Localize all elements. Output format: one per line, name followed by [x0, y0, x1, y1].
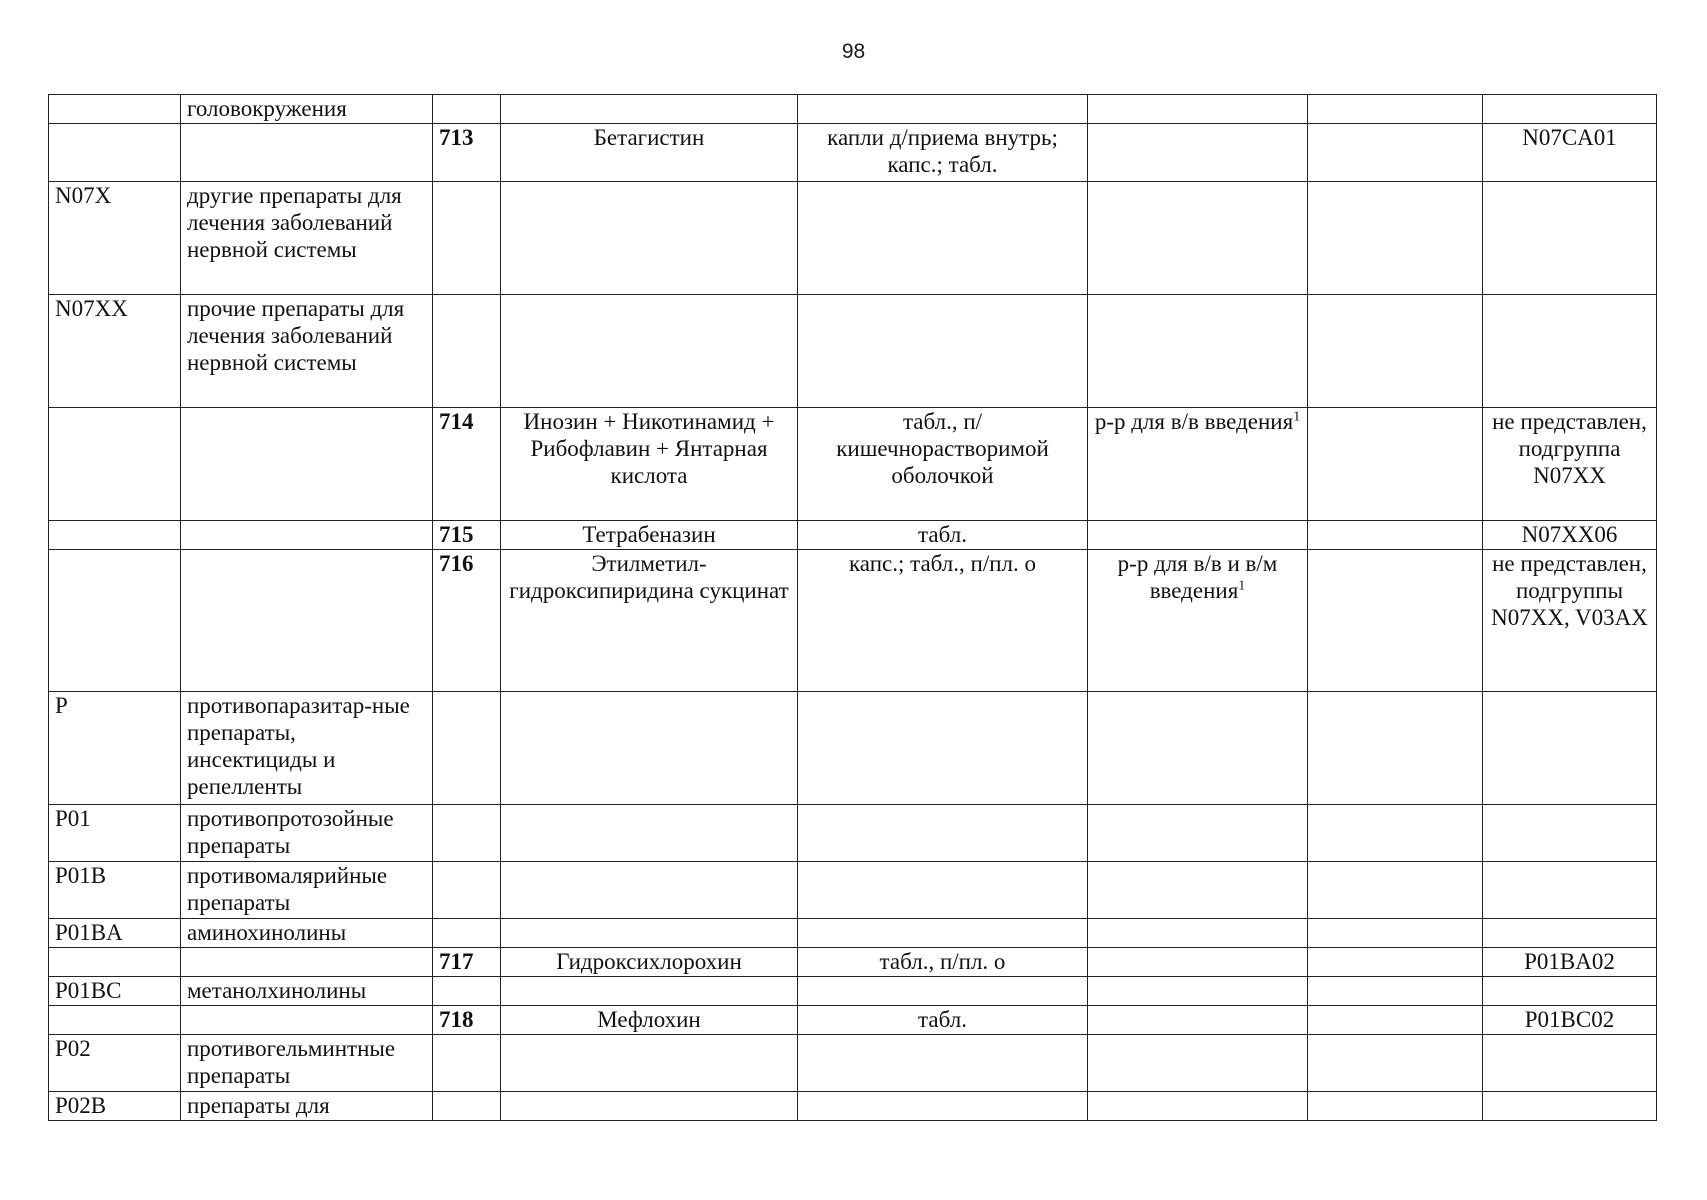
atc-code-cell	[1483, 977, 1657, 1006]
atc-group-code-cell	[49, 182, 181, 295]
table-row	[49, 1092, 1657, 1121]
group-name: противомалярийные препараты	[187, 863, 388, 915]
group-name: препараты для	[187, 1093, 330, 1118]
item-number-cell	[433, 521, 501, 550]
group-name-cell	[181, 95, 433, 124]
atc-group-code-cell	[49, 805, 181, 862]
note-cell	[1308, 1035, 1483, 1092]
footnote-marker: 1	[1238, 578, 1246, 594]
item-number-cell	[433, 95, 501, 124]
table-row	[49, 977, 1657, 1006]
group-name-cell	[181, 550, 433, 692]
item-number-cell	[433, 1092, 501, 1121]
note-cell	[1308, 295, 1483, 408]
atc-group-code-cell	[49, 692, 181, 805]
note-cell	[1308, 124, 1483, 182]
note-cell	[1308, 862, 1483, 919]
item-number: 716	[439, 551, 474, 576]
dosage-form-cell	[798, 692, 1088, 805]
dosage-form: капс.; табл., п/пл. о	[848, 551, 1037, 576]
drug-name-cell	[501, 521, 798, 550]
drug-name-cell	[501, 124, 798, 182]
table-row	[49, 95, 1657, 124]
atc-group-code: P01	[55, 806, 91, 831]
dosage-form-cell	[798, 408, 1088, 521]
injection-form-cell	[1088, 919, 1308, 948]
dosage-form-cell	[798, 919, 1088, 948]
drug-name-cell	[501, 948, 798, 977]
atc-code-cell	[1483, 408, 1657, 521]
atc-group-code: N07X	[55, 183, 112, 208]
atc-code-cell	[1483, 805, 1657, 862]
item-number-cell	[433, 692, 501, 805]
table-row	[49, 1006, 1657, 1035]
injection-form-cell	[1088, 521, 1308, 550]
atc-code-cell	[1483, 948, 1657, 977]
atc-group-code-cell	[49, 1092, 181, 1121]
dosage-form-cell	[798, 95, 1088, 124]
note-cell	[1308, 805, 1483, 862]
atc-code-cell	[1483, 692, 1657, 805]
item-number-cell	[433, 948, 501, 977]
atc-group-code-cell	[49, 550, 181, 692]
atc-group-code-cell	[49, 521, 181, 550]
atc-group-code-cell	[49, 1006, 181, 1035]
drug-name-cell	[501, 1035, 798, 1092]
drug-name: Этилметил-гидроксипиридина сукцинат	[509, 551, 789, 603]
drug-name: Тетрабеназин	[582, 522, 716, 547]
atc-code: N07CA01	[1522, 125, 1617, 150]
drug-table	[48, 94, 1657, 1121]
item-number-cell	[433, 977, 501, 1006]
atc-group-code-cell	[49, 948, 181, 977]
drug-name-cell	[501, 295, 798, 408]
group-name: противогельминтные препараты	[187, 1036, 396, 1088]
drug-name: Инозин + Никотинамид + Рибофлавин + Янтарная кислота	[523, 409, 775, 488]
item-number-cell	[433, 550, 501, 692]
injection-form: р-р для в/в и в/м введения	[1117, 551, 1278, 603]
item-number-cell	[433, 182, 501, 295]
atc-code-cell	[1483, 919, 1657, 948]
note-cell	[1308, 182, 1483, 295]
drug-name-cell	[501, 692, 798, 805]
note-cell	[1308, 977, 1483, 1006]
table-row	[49, 692, 1657, 805]
group-name-cell	[181, 124, 433, 182]
group-name-cell	[181, 692, 433, 805]
drug-name: Бетагистин	[593, 125, 705, 150]
atc-code-cell	[1483, 182, 1657, 295]
note-cell	[1308, 95, 1483, 124]
injection-form-cell	[1088, 182, 1308, 295]
atc-code-cell	[1483, 862, 1657, 919]
atc-code-cell	[1483, 1092, 1657, 1121]
group-name-cell	[181, 862, 433, 919]
item-number-cell	[433, 862, 501, 919]
item-number-cell	[433, 408, 501, 521]
group-name: другие препараты для лечения заболеваний нервной системы	[187, 183, 402, 262]
group-name-cell	[181, 919, 433, 948]
drug-name-cell	[501, 550, 798, 692]
table-row	[49, 862, 1657, 919]
footnote-marker: 1	[1293, 409, 1301, 425]
atc-code-cell	[1483, 124, 1657, 182]
injection-form-cell	[1088, 408, 1308, 521]
injection-form-cell	[1088, 1006, 1308, 1035]
table-row	[49, 948, 1657, 977]
note-cell	[1308, 521, 1483, 550]
item-number: 717	[439, 949, 474, 974]
item-number: 713	[439, 125, 474, 150]
dosage-form-cell	[798, 948, 1088, 977]
atc-group-code: P01BA	[55, 920, 123, 945]
drug-name: Мефлохин	[597, 1007, 701, 1032]
atc-code-cell	[1483, 95, 1657, 124]
atc-group-code: P01B	[55, 863, 107, 888]
dosage-form-cell	[798, 805, 1088, 862]
drug-name-cell	[501, 977, 798, 1006]
group-name: метанолхинолины	[187, 978, 367, 1003]
note-cell	[1308, 550, 1483, 692]
drug-name-cell	[501, 862, 798, 919]
atc-code-cell	[1483, 550, 1657, 692]
dosage-form: табл., п/пл. о	[879, 949, 1006, 974]
atc-code-cell	[1483, 521, 1657, 550]
dosage-form-cell	[798, 295, 1088, 408]
atc-code: не представлен, подгруппы N07XX, V03AX	[1491, 551, 1648, 630]
atc-group-code-cell	[49, 1035, 181, 1092]
injection-form-cell	[1088, 550, 1308, 692]
dosage-form: капли д/приема внутрь; капс.; табл.	[827, 125, 1058, 177]
page-number: 98	[841, 40, 866, 63]
table-row	[49, 805, 1657, 862]
dosage-form-cell	[798, 521, 1088, 550]
note-cell	[1308, 1092, 1483, 1121]
dosage-form-cell	[798, 977, 1088, 1006]
group-name-cell	[181, 408, 433, 521]
note-cell	[1308, 692, 1483, 805]
item-number: 714	[439, 409, 474, 434]
drug-name: Гидроксихлорохин	[556, 949, 742, 974]
table-row	[49, 295, 1657, 408]
injection-form-cell	[1088, 295, 1308, 408]
group-name-cell	[181, 1006, 433, 1035]
atc-code-cell	[1483, 1035, 1657, 1092]
group-name-cell	[181, 1035, 433, 1092]
table-row	[49, 919, 1657, 948]
atc-code: N07XX06	[1521, 522, 1618, 547]
atc-group-code: N07XX	[55, 296, 128, 321]
drug-name-cell	[501, 95, 798, 124]
table-row	[49, 521, 1657, 550]
table-row	[49, 1035, 1657, 1092]
injection-form-cell	[1088, 1092, 1308, 1121]
table-row	[49, 408, 1657, 521]
note-cell	[1308, 919, 1483, 948]
dosage-form-cell	[798, 182, 1088, 295]
atc-group-code-cell	[49, 919, 181, 948]
atc-code-cell	[1483, 295, 1657, 408]
group-name-cell	[181, 948, 433, 977]
atc-group-code-cell	[49, 295, 181, 408]
dosage-form: табл.	[918, 1007, 967, 1032]
dosage-form-cell	[798, 1035, 1088, 1092]
item-number: 715	[439, 522, 474, 547]
group-name: противопротозойные препараты	[187, 806, 394, 858]
injection-form-cell	[1088, 805, 1308, 862]
injection-form-cell	[1088, 1035, 1308, 1092]
drug-name-cell	[501, 182, 798, 295]
item-number-cell	[433, 124, 501, 182]
injection-form: р-р для в/в введения	[1094, 409, 1294, 434]
injection-form-cell	[1088, 948, 1308, 977]
dosage-form: табл.	[918, 522, 967, 547]
atc-code-cell	[1483, 1006, 1657, 1035]
group-name: головокружения	[187, 96, 347, 121]
table-row	[49, 550, 1657, 692]
note-cell	[1308, 1006, 1483, 1035]
group-name-cell	[181, 295, 433, 408]
injection-form-cell	[1088, 124, 1308, 182]
injection-form-cell	[1088, 692, 1308, 805]
dosage-form-cell	[798, 1006, 1088, 1035]
atc-group-code: P02	[55, 1036, 91, 1061]
dosage-form: табл., п/кишечнорастворимой оболочкой	[836, 409, 1049, 488]
note-cell	[1308, 408, 1483, 521]
item-number-cell	[433, 1006, 501, 1035]
item-number-cell	[433, 919, 501, 948]
item-number-cell	[433, 295, 501, 408]
drug-name-cell	[501, 805, 798, 862]
group-name: противопаразитар-ные препараты, инсектициды и репелленты	[187, 693, 410, 799]
atc-code: P01BC02	[1524, 1007, 1615, 1032]
group-name-cell	[181, 1092, 433, 1121]
atc-group-code-cell	[49, 862, 181, 919]
atc-group-code: P02B	[55, 1093, 107, 1118]
dosage-form-cell	[798, 124, 1088, 182]
group-name-cell	[181, 521, 433, 550]
atc-group-code-cell	[49, 408, 181, 521]
table-row	[49, 124, 1657, 182]
dosage-form-cell	[798, 550, 1088, 692]
drug-name-cell	[501, 1092, 798, 1121]
drug-name-cell	[501, 1006, 798, 1035]
atc-code: не представлен, подгруппа N07XX	[1492, 409, 1647, 488]
note-cell	[1308, 948, 1483, 977]
injection-form-cell	[1088, 95, 1308, 124]
atc-group-code-cell	[49, 95, 181, 124]
item-number-cell	[433, 805, 501, 862]
dosage-form-cell	[798, 1092, 1088, 1121]
drug-name-cell	[501, 919, 798, 948]
atc-code: P01BA02	[1524, 949, 1615, 974]
drug-name-cell	[501, 408, 798, 521]
group-name-cell	[181, 182, 433, 295]
dosage-form-cell	[798, 862, 1088, 919]
group-name: аминохинолины	[187, 920, 347, 945]
group-name-cell	[181, 977, 433, 1006]
atc-group-code: P	[55, 693, 68, 718]
item-number-cell	[433, 1035, 501, 1092]
injection-form-cell	[1088, 977, 1308, 1006]
injection-form-cell	[1088, 862, 1308, 919]
group-name-cell	[181, 805, 433, 862]
table-body	[49, 95, 1657, 1121]
atc-group-code-cell	[49, 124, 181, 182]
table-row	[49, 182, 1657, 295]
group-name: прочие препараты для лечения заболеваний нервной системы	[187, 296, 405, 375]
atc-group-code: P01BC	[55, 978, 122, 1003]
atc-group-code-cell	[49, 977, 181, 1006]
item-number: 718	[439, 1007, 474, 1032]
